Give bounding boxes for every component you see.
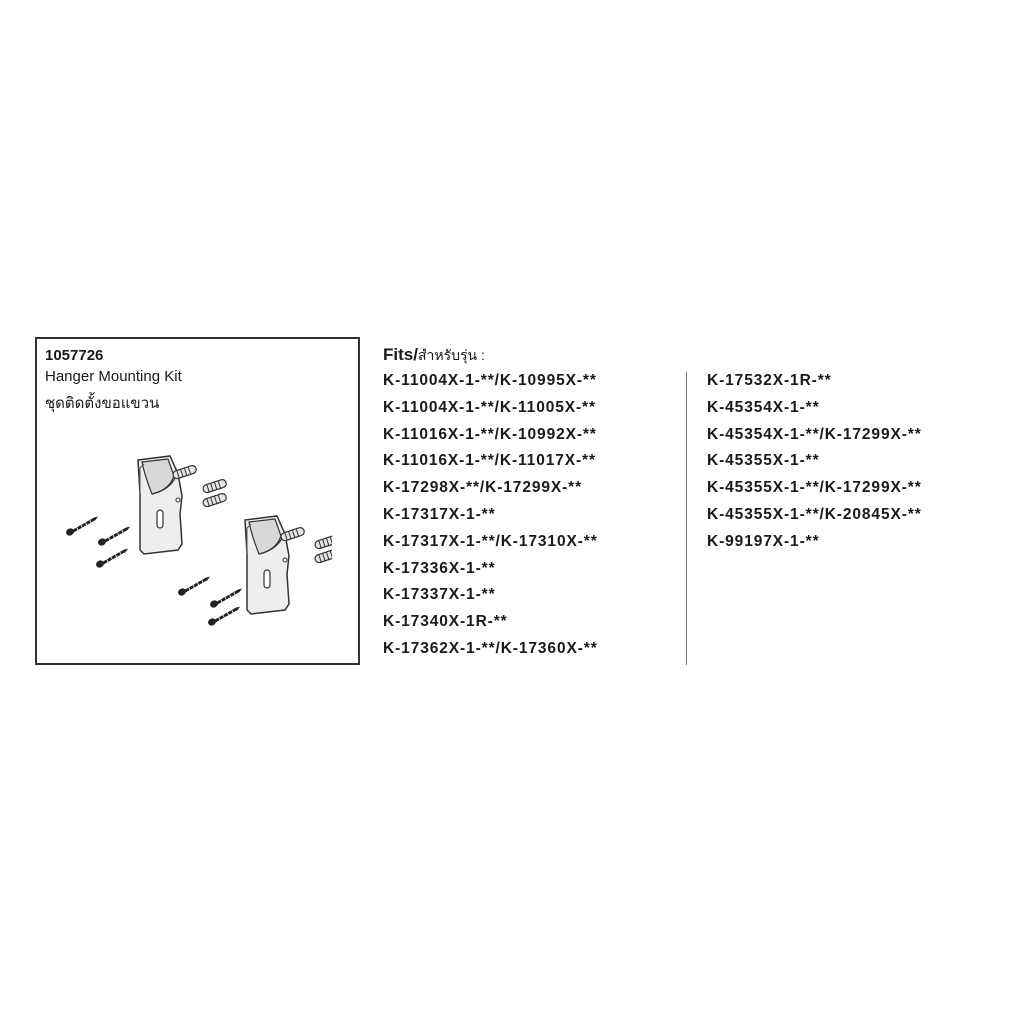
model-number: K-11016X-1-**/K-10992X-** [383,425,597,443]
model-number: K-17317X-1-**/K-17310X-** [383,532,598,550]
model-number: K-17362X-1-**/K-17360X-** [383,639,598,657]
fits-heading [383,345,485,367]
hanger-kit-illustration [52,444,332,654]
model-number: K-17298X-**/K-17299X-** [383,479,583,497]
model-number: K-17337X-1-** [383,586,496,604]
fits-label-thai: สำหรับรุ่น : [417,347,485,363]
model-number: K-99197X-1-** [707,532,820,550]
model-number: K-45355X-1-**/K-20845X-** [707,505,922,523]
part-card [35,337,360,665]
model-number: K-45354X-1-**/K-17299X-** [707,425,922,443]
fits-label: Fits/ [383,345,418,364]
part-number: 1057726 [45,347,104,364]
model-number: K-11004X-1-**/K-11005X-** [383,398,596,416]
model-number: K-45355X-1-**/K-17299X-** [707,479,922,497]
model-number: K-17317X-1-** [383,505,496,523]
model-list-right [707,368,922,556]
part-name: Hanger Mounting Kit [45,368,182,385]
model-number: K-17336X-1-** [383,559,496,577]
model-number: K-17340X-1R-** [383,613,508,631]
model-number: K-45355X-1-** [707,452,820,470]
model-number: K-11004X-1-**/K-10995X-** [383,372,597,389]
model-number: K-17532X-1R-** [707,372,832,389]
part-name-thai: ชุดติดตั้งขอแขวน [45,395,160,412]
column-divider [686,372,687,665]
model-number: K-11016X-1-**/K-11017X-** [383,452,596,470]
model-list-left [383,368,598,663]
model-number: K-45354X-1-** [707,398,820,416]
